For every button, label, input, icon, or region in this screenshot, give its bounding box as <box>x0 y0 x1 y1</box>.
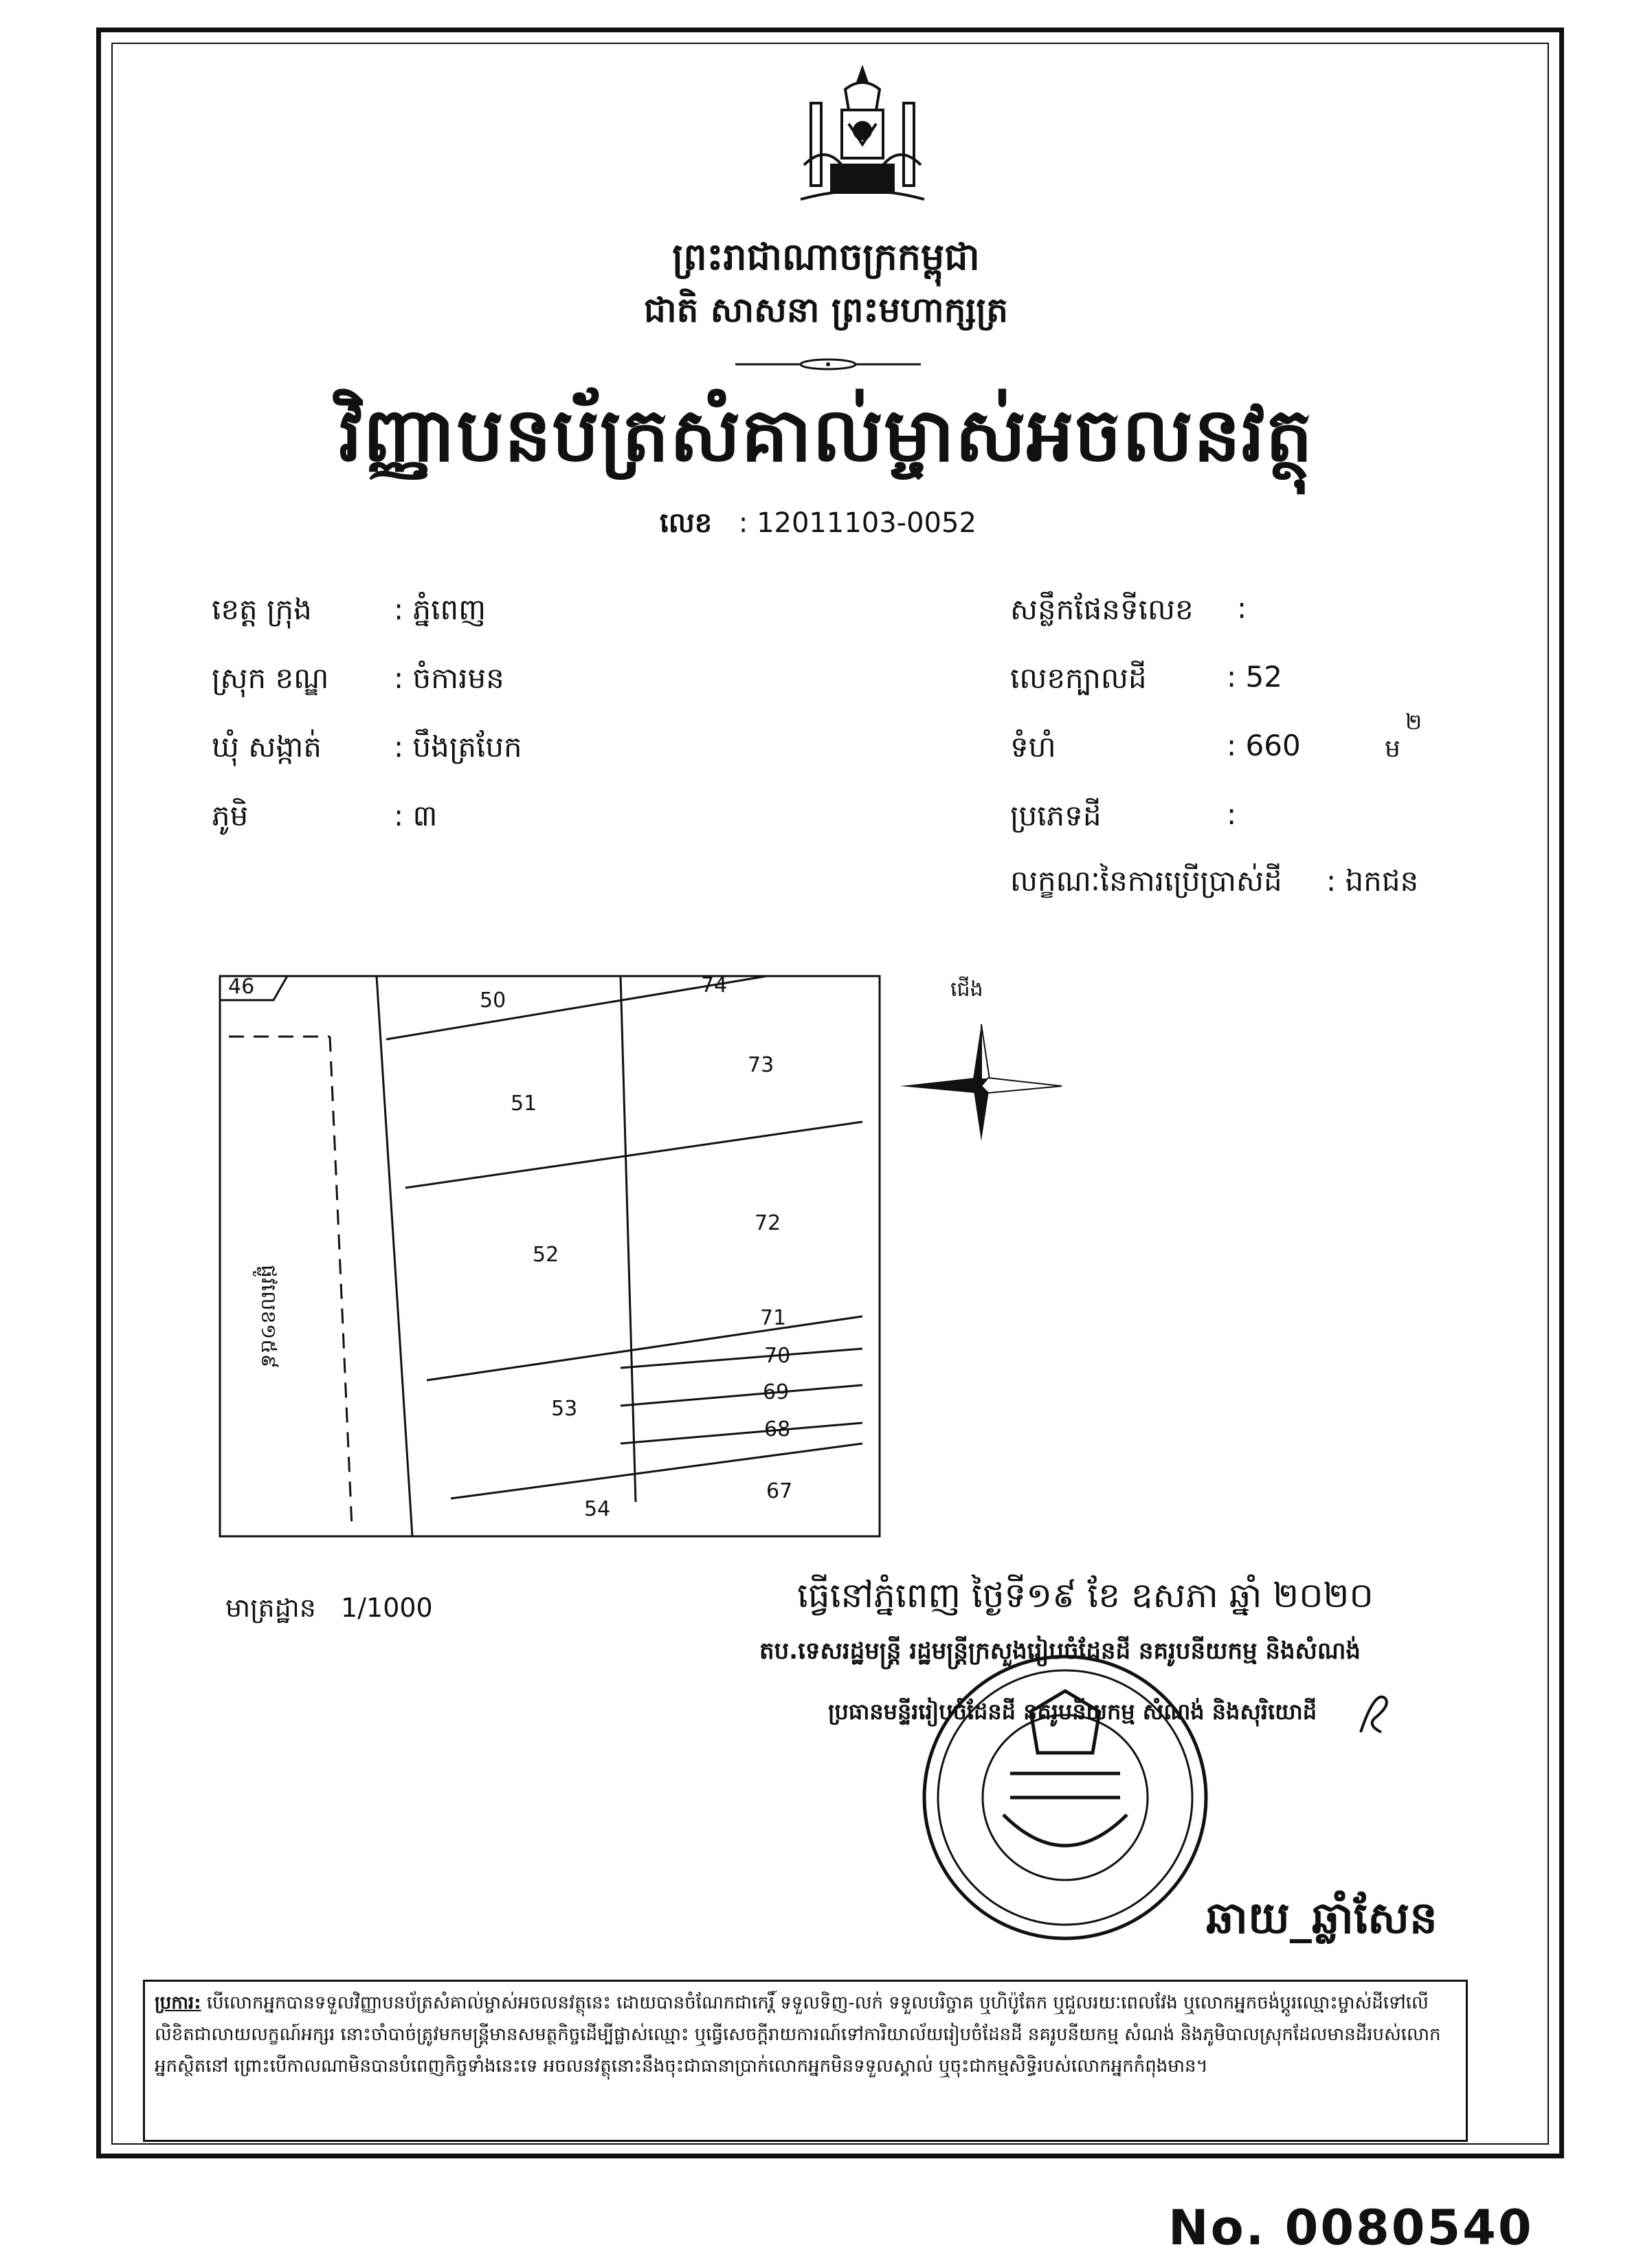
parcel-label: 70 <box>764 1344 791 1368</box>
land-type-value: : <box>1227 797 1237 831</box>
parcel-label: 73 <box>748 1053 774 1077</box>
certificate-number-value: : 12011103-0052 <box>738 507 976 539</box>
royal-emblem-icon <box>783 62 941 220</box>
signer-name: ឆាយ_ឆ្លាំសែន <box>1206 1893 1438 1944</box>
north-compass-icon <box>893 976 1072 1182</box>
area-unit: ម <box>1385 735 1400 763</box>
land-use-field <box>1010 863 1491 904</box>
land-use-value: : ឯកជន <box>1326 864 1419 898</box>
parcel-label: 50 <box>480 988 506 1013</box>
district-field <box>212 660 693 701</box>
kingdom-heading: ព្រះរាជាណាចក្រកម្ពុជា <box>672 235 980 278</box>
parcel-label: 53 <box>551 1397 578 1421</box>
map-sheet-field <box>1010 591 1491 632</box>
parcel-label: 67 <box>766 1479 793 1503</box>
signature-scribble <box>1354 1684 1395 1739</box>
parcel-label: 51 <box>511 1092 537 1116</box>
area-unit-exponent: ២ <box>1405 709 1422 735</box>
national-motto: ជាតិ សាសនា ព្រះមហាក្សត្រ <box>644 290 1008 330</box>
commune-field <box>212 729 693 770</box>
certificate-number <box>660 505 976 546</box>
street-label: ផ្លូវលេខ១៥៩ <box>256 1265 280 1369</box>
parcel-number-field <box>1010 660 1491 701</box>
province-label: ខេត្ត ក្រុង <box>212 593 312 626</box>
map-sheet-label: សន្លឹកផែនទីលេខ <box>1010 593 1194 626</box>
parcel-label: 71 <box>760 1306 787 1330</box>
issue-date: ធ្វើនៅភ្នំពេញ ថ្ងៃទី១៩ ខែ ឧសភា ឆ្នាំ ២០២០ <box>797 1575 1374 1615</box>
province-value: : ភ្នំពេញ <box>394 593 487 626</box>
notice-box <box>143 1980 1468 2142</box>
land-type-label: ប្រភេទដី <box>1010 799 1102 832</box>
village-value: : ៣ <box>394 799 438 832</box>
land-type-field <box>1010 797 1491 839</box>
district-value: : ចំការមន <box>394 661 504 695</box>
parcel-label: 46 <box>228 975 255 999</box>
village-label: ភូមិ <box>212 799 249 832</box>
parcel-label: 72 <box>755 1211 781 1235</box>
certificate-title: វិញ្ញាបនប័ត្រសំគាល់ម្ចាស់អចលនវត្ថុ <box>338 392 1314 478</box>
province-field <box>212 591 693 632</box>
parcel-label: 54 <box>584 1497 611 1521</box>
notice-text: បើលោកអ្នកបានទទួលវិញ្ញាបនប័ត្រសំគាល់ម្ចាស់អចលនវត្ថុនេះ ដោយបានចំណែកជាកេរ្តិ៍ ទទួលទិញ-លក់ ទទួលបរិច្ចាគ ឬហិប៉ូតែក ឬជួលរយៈពេលវែង ឬលោកអ្នកចង់ប្តូរឈ្មោះម្ចាស់ដីទៅលើលិខិតជាលាយលក្ខណ៍អក្សរ នោះចាំបាច់ត្រូវមកមន្ត្រីមានសមត្ថកិច្ចដើម្បីផ្លាស់ឈ្មោះ ឬធ្វើសេចក្តីរាយការណ៍ទៅការិយាល័យរៀបចំដែនដី នគរូបនីយកម្ម សំណង់ និងភូមិបាលស្រុកដែលមានដីរបស់លោកអ្នកស្ថិតនៅ ព្រោះបើកាលណាមិនបានបំពេញកិច្ចទាំងនេះទេ អចលនវត្ថុនោះនឹងចុះជាធានាប្រាក់លោកអ្នកមិនទទួលស្គាល់ ឬចុះជាកម្មសិទ្ធិរបស់លោកអ្នកកំពុងមាន។ <box>155 1993 1441 2077</box>
north-label: ជើង <box>950 977 983 1002</box>
ornamental-divider <box>735 357 921 371</box>
certificate-number-label: លេខ <box>660 507 713 539</box>
parcel-number-label: លេខក្បាលដី <box>1010 661 1147 695</box>
parcel-label: 52 <box>533 1243 559 1267</box>
area-field <box>1010 709 1491 770</box>
scale-label: មាត្រដ្ឋាន <box>225 1593 316 1623</box>
scale <box>225 1591 433 1630</box>
signer-title-line2: ប្រធានមន្ទីររៀបចំដែនដី នគរូបនីយកម្ម សំណង់ និងសុរិយោដី <box>828 1699 1317 1725</box>
parcel-label: 74 <box>701 973 728 997</box>
commune-value: : បឹងត្របែក <box>394 730 522 764</box>
parcel-label: 68 <box>764 1417 791 1441</box>
commune-label: ឃុំ សង្កាត់ <box>212 730 322 764</box>
land-use-label: លក្ខណៈនៃការប្រើប្រាស់ដី <box>1010 864 1282 898</box>
signer-title-line1: តប.ទេសរដ្ឋមន្ត្រី រដ្ឋមន្ត្រីក្រសួងរៀបចំដែនដី នគរូបនីយកម្ម និងសំណង់ <box>759 1637 1361 1665</box>
district-label: ស្រុក ខណ្ឌ <box>212 661 329 695</box>
scale-value: 1/1000 <box>341 1593 433 1623</box>
village-field <box>212 797 693 839</box>
area-label: ទំហំ <box>1010 730 1056 764</box>
parcel-label: 69 <box>763 1380 790 1404</box>
official-seal-icon <box>893 1650 1237 1945</box>
serial-number: No. 0080540 <box>1168 2200 1534 2256</box>
notice-label: ប្រការ: <box>155 1993 201 2013</box>
area-value: : 660 <box>1227 729 1301 762</box>
map-sheet-value: : <box>1237 591 1247 625</box>
parcel-number-value: : 52 <box>1227 660 1282 694</box>
